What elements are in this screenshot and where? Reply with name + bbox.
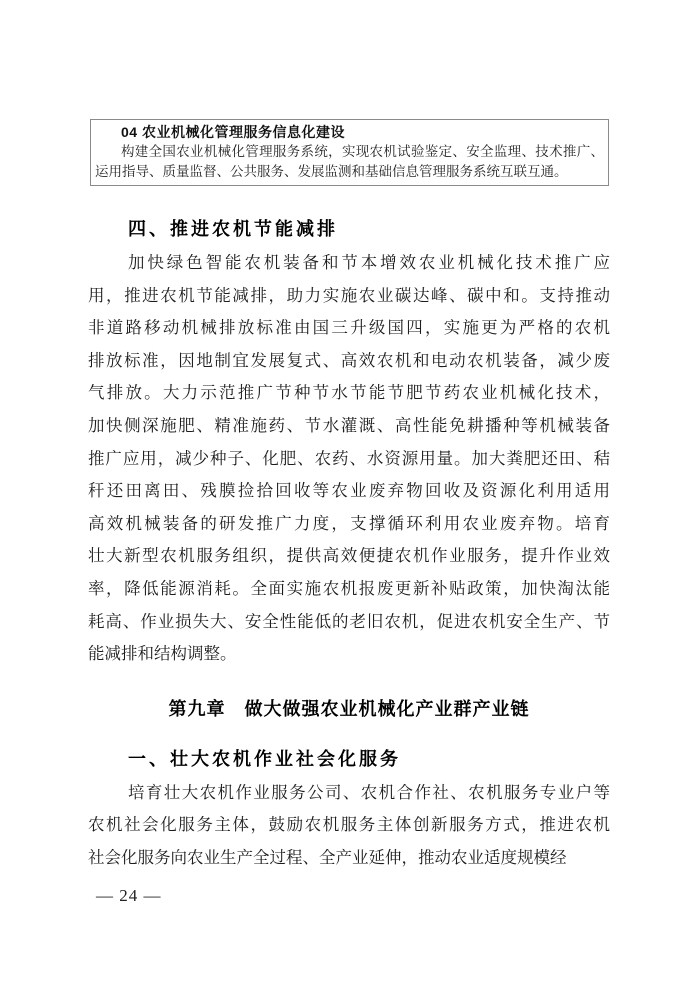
page-content [0,119,610,875]
text-line: 加快绿色智能农机装备和节本增效农业机械化技术推广应 [128,253,610,272]
text-line: 非道路移动机械排放标准由国三升级国四，实施更为严格的农机 [88,318,610,338]
text-line: 加快侧深施肥、精准施药、节水灌溉、高性能免耕播种等机械装备 [88,415,610,435]
paragraph-energy-saving [88,247,610,671]
text-line: 农机社会化服务主体，鼓励农机服务主体创新服务方式，推进农机 [88,815,610,835]
text-line: 用，推进农机节能减排，助力实施农业碳达峰、碳中和。支持推动 [88,285,610,305]
info-box [90,119,609,186]
info-box-body [95,142,604,182]
text-line: 培育壮大农机作业服务公司、农机合作社、农机服务专业户等 [128,782,610,802]
text-line: 运用指导、质量监督、公共服务、发展监测和基础信息管理服务系统互联互通。 [95,164,568,179]
page-number: — 24 — [96,886,162,905]
text-line: 能减排和结构调整。 [88,644,237,664]
text-line: 社会化服务向农业生产全过程、全产业延伸，推动农业适度规模经 [88,847,567,867]
section-heading-energy-saving: 四、推进农机节能减排 [128,219,338,239]
info-box-title: 04 农业机械化管理服务信息化建设 [121,124,345,140]
text-line: 高效机械装备的研发推广力度，支撑循环利用农业废弃物。培育 [88,513,610,533]
section-heading-social-service: 一、壮大农机作业社会化服务 [128,748,401,769]
text-line: 秆还田离田、残膜捡拾回收等农业废弃物回收及资源化利用适用 [88,481,610,501]
text-line: 率，降低能源消耗。全面实施农机报废更新补贴政策，加快淘汰能 [88,578,610,598]
text-line: 壮大新型农机服务组织，提供高效便捷农机作业服务，提升作业效 [88,546,610,566]
text-line: 推广应用，减少种子、化肥、农药、水资源用量。加大粪肥还田、秸 [88,448,610,468]
text-line: 构建全国农业机械化管理服务系统，实现农机试验鉴定、安全监理、技术推广、 [121,144,604,159]
text-line: 气排放。大力示范推广节种节水节能节肥节药农业机械化技术， [88,383,610,403]
paragraph-social-service [88,777,610,875]
text-line: 排放标准，因地制宜发展复式、高效农机和电动农机装备，减少废 [88,350,610,370]
chapter-heading: 第九章 做大做强农业机械化产业群产业链 [168,698,530,719]
text-line: 耗高、作业损失大、安全性能低的老旧农机，促进农机安全生产、节 [88,611,610,631]
